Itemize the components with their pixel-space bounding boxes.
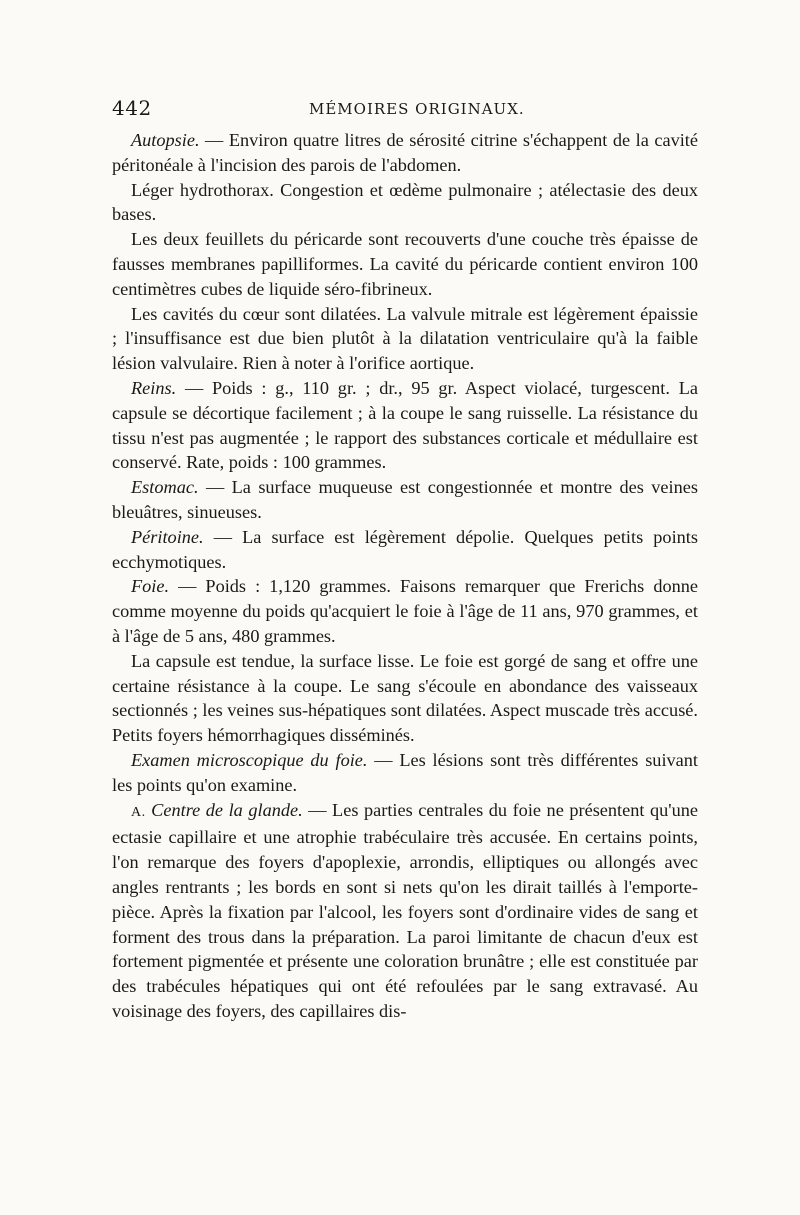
paragraph-text: — Poids : 1,120 grammes. Faisons remarquer que Frerichs donne comme moyenne du poids qu'acquiert le foie à l'âge de 11 ans, 970 grammes, et à l'âge de 5 ans, 480 grammes.	[112, 576, 698, 646]
paragraph-hydrothorax	[112, 178, 698, 228]
paragraph-text: — Poids : g., 110 gr. ; dr., 95 gr. Aspect violacé, turgescent. La capsule se décortique facilement ; à la coupe le sang ruisselle. La résistance du tissu n'est pas augmentée ; le rapport des substances corticale et médullaire est conservé. Rate, poids : 100 grammes.	[112, 377, 698, 473]
paragraph-peritoine	[112, 525, 698, 575]
running-head	[112, 96, 698, 120]
paragraph-lead: Examen microscopique du foie.	[131, 749, 368, 770]
section-marker: A.	[131, 804, 146, 820]
paragraph-subhead: Centre de la glande.	[145, 799, 303, 820]
paragraph-lead: Péritoine.	[131, 526, 204, 547]
paragraph-centre-glande	[112, 798, 698, 1024]
paragraph-text: — Les lésions sont très différentes suivant les points qu'on examine.	[112, 749, 698, 795]
running-title: MÉMOIRES ORIGINAUX.	[309, 100, 525, 118]
paragraph-capsule	[112, 649, 698, 748]
body-text	[112, 128, 698, 1024]
paragraph-lead: Autopsie.	[131, 130, 200, 150]
paragraph-text: La capsule est tendue, la surface lisse. Le foie est gorgé de sang et offre une certaine résistance à la coupe. Le sang s'écoule en abondance des vaisseaux sectionnés ; les veines sus-hépatiques sont dilatées. Aspect muscade très accusé. Petits foyers hémorrhagiques disséminés.	[112, 650, 698, 746]
paragraph-lead: Reins.	[131, 377, 177, 398]
paragraph-pericarde	[112, 227, 698, 301]
paragraph-lead: Foie.	[131, 576, 170, 597]
paragraph-text: Les deux feuillets du péricarde sont recouverts d'une couche très épaisse de fausses membranes papilliformes. La cavité du péricarde contient environ 100 centimètres cubes de liquide séro-fibrineux.	[112, 229, 698, 299]
paragraph-text: — Environ quatre litres de sérosité citrine s'échappent de la cavité péritonéale à l'incision des parois de l'abdomen.	[112, 130, 698, 175]
paragraph-reins	[112, 376, 698, 475]
paragraph-estomac	[112, 475, 698, 525]
paragraph-coeur	[112, 302, 698, 376]
paragraph-lead: Estomac.	[131, 477, 199, 498]
paragraph-examen	[112, 748, 698, 798]
paragraph-autopsie	[112, 128, 698, 178]
paragraph-text: — Les parties centrales du foie ne présentent qu'une ectasie capillaire et une atrophie trabéculaire très accusée. En certains points, l'on remarque des foyers d'apoplexie, arrondis, elliptiques ou allongés avec angles rentrants ; les bords en sont si nets qu'on les dirait taillés à l'emporte-pièce. Après la fixation par l'alcool, les foyers sont d'ordinaire vides de sang et forment des trous dans la préparation. La paroi limitante de chacun d'eux est fortement pigmentée et présente une coloration brunâtre ; elle est constituée par des trabécules hépatiques qui ont été refoulées par le sang extravasé. Au voisinage des foyers, des capillaires dis-	[112, 799, 698, 1021]
paragraph-text: Les cavités du cœur sont dilatées. La valvule mitrale est légèrement épaissie ; l'insuffisance est due bien plutôt à la dilatation ventriculaire qu'à la faible lésion valvulaire. Rien à noter à l'orifice aortique.	[112, 303, 698, 374]
paragraph-foie	[112, 574, 698, 648]
paragraph-text: Léger hydrothorax. Congestion et œdème pulmonaire ; atélectasie des deux bases.	[112, 179, 698, 225]
paragraph-text: — La surface est légèrement dépolie. Quelques petits points ecchymotiques.	[112, 526, 698, 572]
paragraph-text: — La surface muqueuse est congestionnée et montre des veines bleuâtres, sinueuses.	[112, 477, 698, 522]
page-number: 442	[112, 96, 152, 120]
